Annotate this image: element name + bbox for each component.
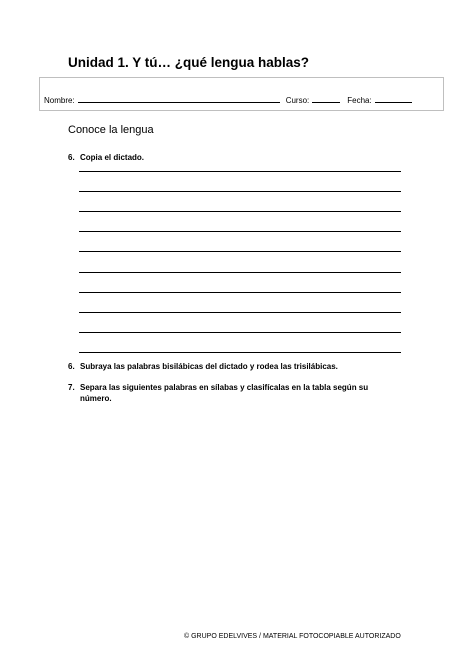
section-title: Conoce la lengua — [68, 124, 154, 136]
answer-line — [79, 272, 401, 273]
course-label: Curso: — [285, 96, 310, 105]
answer-line — [79, 231, 401, 232]
name-label: Nombre: — [44, 96, 75, 105]
exercise-text: Copia el dictado. — [80, 153, 145, 162]
date-label: Fecha: — [347, 96, 372, 105]
answer-line — [79, 191, 401, 192]
answer-line — [79, 312, 401, 313]
answer-line — [79, 332, 401, 333]
exercise-text: Subraya las palabras bisilábicas del dictado y rodea las trisilábicas. — [80, 362, 338, 371]
answer-line — [79, 211, 401, 212]
answer-line — [79, 352, 401, 353]
answer-line — [79, 292, 401, 293]
exercise-copy-dictation — [68, 153, 144, 162]
copyright-footer: © GRUPO EDELVIVES / MATERIAL FOTOCOPIABLE AUTORIZADO — [184, 633, 401, 640]
exercise-text: Separa las siguientes palabras en sílabas y clasifícalas en la tabla según su — [80, 383, 369, 392]
exercise-number: 7. — [68, 383, 75, 392]
date-blank — [375, 94, 412, 103]
exercise-number: 6. — [68, 153, 75, 162]
page-title: Unidad 1. Y tú… ¿qué lengua hablas? — [68, 55, 310, 70]
answer-line — [79, 251, 401, 252]
exercise-text-continuation: número. — [80, 394, 112, 403]
course-blank — [312, 94, 340, 103]
exercise-separate-syllables — [68, 383, 368, 392]
answer-line — [79, 171, 401, 172]
name-blank — [78, 94, 280, 103]
student-info-row — [44, 94, 415, 105]
exercise-number: 6. — [68, 362, 75, 371]
exercise-underline-syllables — [68, 362, 338, 371]
